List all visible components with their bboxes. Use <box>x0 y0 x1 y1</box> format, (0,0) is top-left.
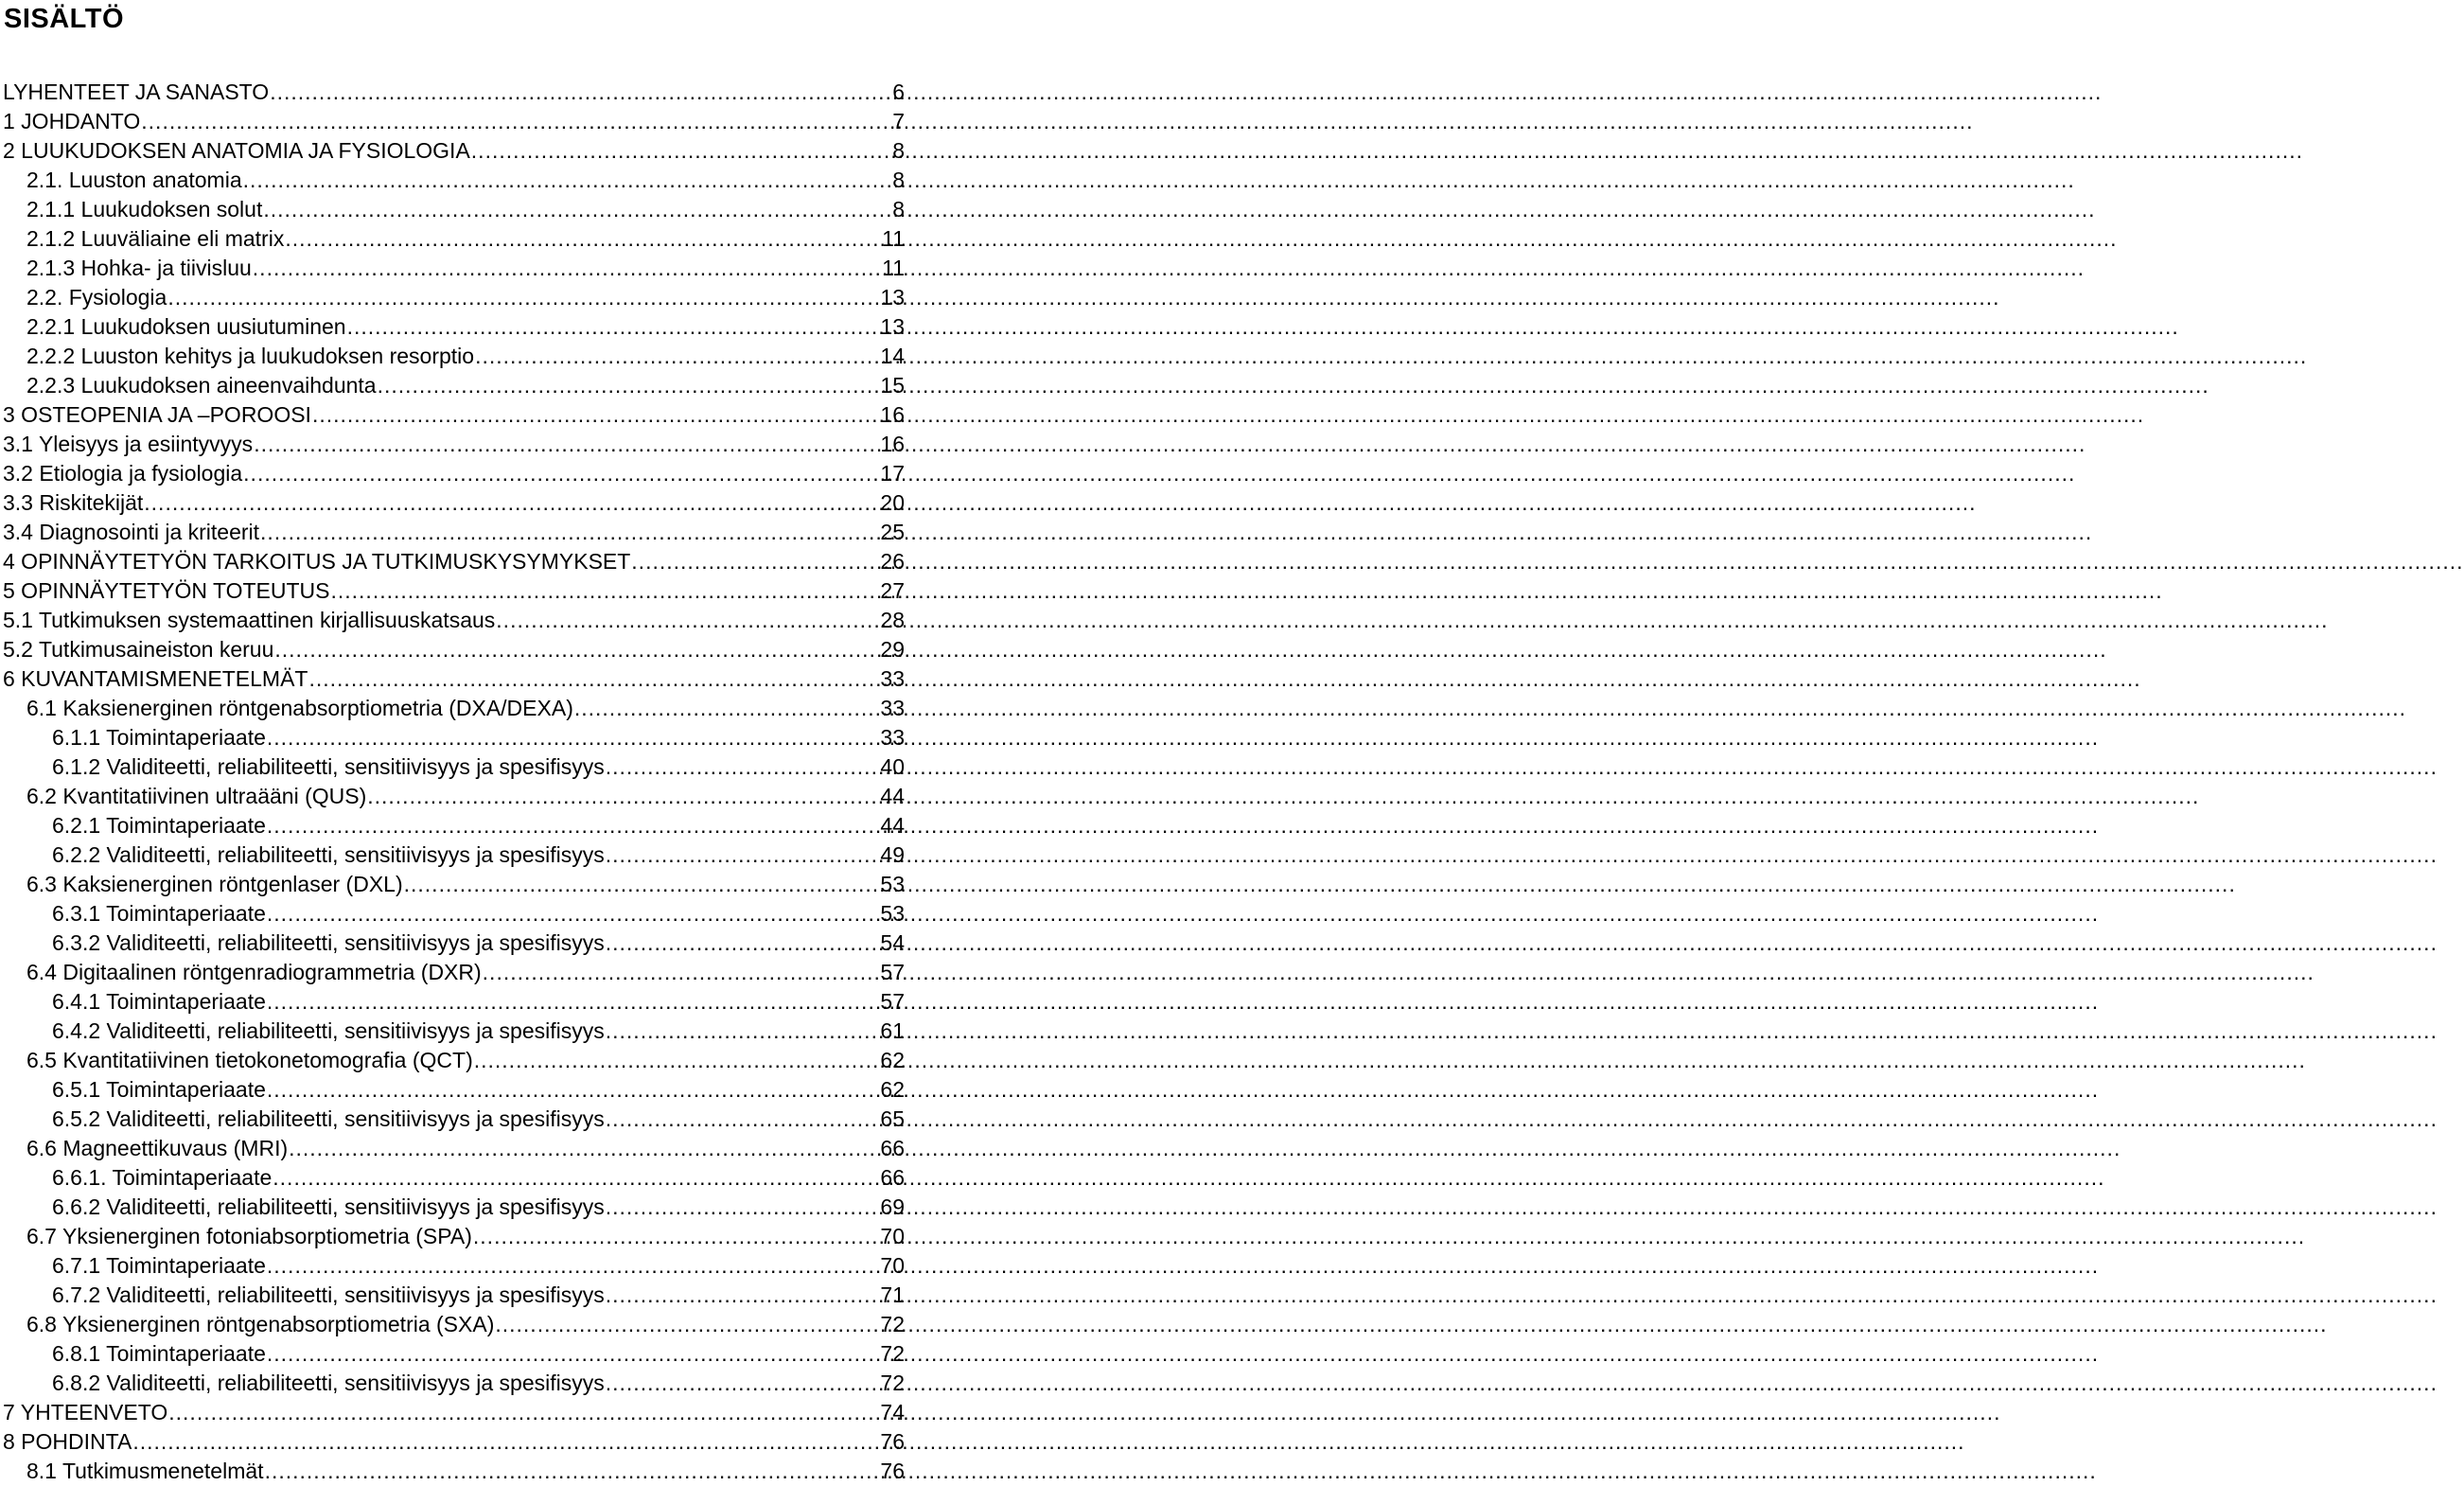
toc-entry-page-number: 28 <box>880 608 905 632</box>
toc-entry-page-number: 33 <box>880 666 905 691</box>
toc-entry-label: 3.2 Etiologia ja fysiologia <box>3 461 243 486</box>
toc-entry-page-number: 70 <box>880 1253 905 1278</box>
toc-entry[interactable] <box>0 78 906 107</box>
toc-entry[interactable] <box>0 254 906 283</box>
toc-entry-label: 6.3.2 Validiteetti, reliabiliteetti, sensitiivisyys ja spesifisyys <box>52 930 605 955</box>
toc-entry-page-number: 44 <box>880 813 905 838</box>
toc-dot-leader <box>254 430 879 459</box>
toc-entry-label: 6.6.1. Toimintaperiaate <box>52 1165 273 1190</box>
toc-entry-page-number: 53 <box>880 872 905 896</box>
toc-entry-page-number: 29 <box>880 637 905 662</box>
toc-entry[interactable] <box>0 1281 906 1310</box>
toc-entry-page-number: 65 <box>880 1106 905 1131</box>
toc-dot-leader <box>631 547 879 576</box>
toc-entry-label: 5.2 Tutkimusaineiston keruu <box>3 637 274 662</box>
toc-entry-label: 2.1.1 Luukudoksen solut <box>26 197 263 221</box>
toc-entry-label: 6.4.2 Validiteetti, reliabiliteetti, sensitiivisyys ja spesifisyys <box>52 1018 605 1043</box>
toc-entry-page-number: 44 <box>880 784 905 808</box>
toc-entry-page-number: 76 <box>880 1429 905 1454</box>
toc-entry-page-number: 54 <box>880 930 905 955</box>
toc-entry[interactable] <box>0 1251 906 1281</box>
toc-entry[interactable] <box>0 1193 906 1222</box>
toc-entry-page-number: 11 <box>882 226 905 251</box>
toc-entry-page-number: 13 <box>880 314 905 339</box>
toc-dot-leader <box>606 1193 880 1222</box>
toc-entry[interactable] <box>0 430 906 459</box>
toc-entry-label: 8.1 Tutkimusmenetelmät <box>26 1459 264 1483</box>
toc-entry[interactable] <box>0 1310 906 1339</box>
toc-entry-label: 6.1.1 Toimintaperiaate <box>52 725 266 750</box>
toc-entry-label: 6.8 Yksienerginen röntgenabsorptiometria (SXA) <box>26 1312 495 1336</box>
toc-entry[interactable] <box>0 547 906 576</box>
toc-entry[interactable] <box>0 899 906 929</box>
toc-dot-leader <box>167 283 879 312</box>
toc-entry[interactable] <box>0 929 906 958</box>
toc-entry-label: 6.2.1 Toimintaperiaate <box>52 813 266 838</box>
toc-entry[interactable] <box>0 606 906 635</box>
toc-entry-label: 1 JOHDANTO <box>3 109 141 133</box>
toc-entry-page-number: 72 <box>880 1312 905 1336</box>
toc-dot-leader <box>474 1046 880 1075</box>
table-of-contents <box>0 78 906 1486</box>
toc-entry[interactable] <box>0 166 906 195</box>
toc-entry[interactable] <box>0 107 906 136</box>
toc-dot-leader <box>606 1105 880 1134</box>
toc-entry[interactable] <box>0 870 906 899</box>
toc-dot-leader <box>473 1222 880 1251</box>
toc-entry[interactable] <box>0 195 906 224</box>
toc-entry-label: 6.6 Magneettikuvaus (MRI) <box>26 1136 289 1160</box>
toc-entry[interactable] <box>0 840 906 870</box>
toc-entry-page-number: 53 <box>880 901 905 926</box>
toc-entry-label: 6.8.2 Validiteetti, reliabiliteetti, sensitiivisyys ja spesifisyys <box>52 1371 605 1395</box>
toc-dot-leader <box>243 459 879 488</box>
toc-entry-label: 3.3 Riskitekijät <box>3 490 144 515</box>
toc-dot-leader <box>144 488 879 518</box>
page-title: SISÄLTÖ <box>4 4 125 34</box>
toc-entry-label: 2.2.2 Luuston kehitys ja luukudoksen resorptio <box>26 344 475 368</box>
toc-entry-page-number: 27 <box>880 578 905 603</box>
toc-entry-page-number: 8 <box>892 197 905 221</box>
toc-entry[interactable] <box>0 400 906 430</box>
toc-entry-label: 6.6.2 Validiteetti, reliabiliteetti, sensitiivisyys ja spesifisyys <box>52 1194 605 1219</box>
toc-dot-leader <box>606 840 880 870</box>
toc-entry[interactable] <box>0 752 906 782</box>
toc-dot-leader <box>496 606 879 635</box>
toc-dot-leader <box>330 576 879 606</box>
toc-dot-leader <box>243 166 892 195</box>
toc-dot-leader <box>367 782 879 811</box>
toc-entry-label: 6.5.1 Toimintaperiaate <box>52 1077 266 1102</box>
toc-entry[interactable] <box>0 987 906 1017</box>
toc-entry-page-number: 13 <box>880 285 905 310</box>
toc-entry-page-number: 70 <box>880 1224 905 1248</box>
toc-entry-page-number: 57 <box>880 960 905 984</box>
toc-entry-label: 6 KUVANTAMISMENETELMÄT <box>3 666 308 691</box>
toc-entry-page-number: 11 <box>882 256 905 280</box>
toc-entry[interactable] <box>0 342 906 371</box>
toc-entry-page-number: 8 <box>892 168 905 192</box>
toc-dot-leader <box>168 1398 879 1427</box>
toc-entry[interactable] <box>0 1046 906 1075</box>
toc-entry-page-number: 74 <box>880 1400 905 1424</box>
toc-dot-leader <box>274 635 879 664</box>
toc-entry-label: 2.1. Luuston anatomia <box>26 168 242 192</box>
toc-entry[interactable] <box>0 1075 906 1105</box>
toc-entry-label: 2.1.3 Hohka- ja tiivisluu <box>26 256 252 280</box>
toc-entry-label: 6.2.2 Validiteetti, reliabiliteetti, sensitiivisyys ja spesifisyys <box>52 842 605 867</box>
toc-dot-leader <box>267 1251 880 1281</box>
toc-dot-leader <box>347 312 880 342</box>
toc-entry[interactable] <box>0 1339 906 1369</box>
toc-dot-leader <box>471 136 891 166</box>
toc-dot-leader <box>267 811 880 840</box>
toc-entry[interactable] <box>0 635 906 664</box>
toc-dot-leader <box>289 1134 879 1163</box>
toc-entry[interactable] <box>0 283 906 312</box>
toc-entry[interactable] <box>0 1163 906 1193</box>
toc-dot-leader <box>267 987 880 1017</box>
toc-entry[interactable] <box>0 518 906 547</box>
toc-entry[interactable] <box>0 664 906 694</box>
toc-entry[interactable] <box>0 1427 906 1457</box>
toc-entry-page-number: 61 <box>880 1018 905 1043</box>
toc-entry-label: 6.4 Digitaalinen röntgenradiogrammetria (DXR) <box>26 960 482 984</box>
toc-entry[interactable] <box>0 371 906 400</box>
toc-dot-leader <box>606 1369 880 1398</box>
toc-entry-page-number: 69 <box>880 1194 905 1219</box>
toc-entry-page-number: 20 <box>880 490 905 515</box>
toc-entry-page-number: 14 <box>880 344 905 368</box>
toc-dot-leader <box>606 1017 880 1046</box>
toc-entry-page-number: 16 <box>880 432 905 456</box>
toc-entry-label: 2.2. Fysiologia <box>26 285 167 310</box>
toc-entry-label: 6.4.1 Toimintaperiaate <box>52 989 266 1014</box>
toc-entry-label: 6.2 Kvantitatiivinen ultraääni (QUS) <box>26 784 367 808</box>
toc-dot-leader <box>141 107 891 136</box>
toc-dot-leader <box>285 224 881 254</box>
toc-entry-label: LYHENTEET JA SANASTO <box>3 80 270 104</box>
toc-dot-leader <box>495 1310 879 1339</box>
toc-entry[interactable] <box>0 459 906 488</box>
toc-entry-page-number: 26 <box>880 549 905 574</box>
toc-dot-leader <box>267 899 880 929</box>
toc-dot-leader <box>265 1457 880 1486</box>
toc-dot-leader <box>273 1163 879 1193</box>
toc-dot-leader <box>308 664 879 694</box>
toc-entry-label: 6.1 Kaksienerginen röntgenabsorptiometria (DXA/DEXA) <box>26 696 573 720</box>
toc-entry-label: 7 YHTEENVETO <box>3 1400 168 1424</box>
toc-entry-label: 6.3 Kaksienerginen röntgenlaser (DXL) <box>26 872 403 896</box>
toc-entry-label: 8 POHDINTA <box>3 1429 132 1454</box>
toc-dot-leader <box>404 870 880 899</box>
toc-dot-leader <box>132 1427 879 1457</box>
toc-entry-page-number: 33 <box>880 696 905 720</box>
toc-dot-leader <box>606 752 880 782</box>
toc-dot-leader <box>253 254 881 283</box>
toc-entry[interactable] <box>0 1398 906 1427</box>
toc-entry-label: 2.2.3 Luukudoksen aineenvaihdunta <box>26 373 377 398</box>
toc-dot-leader <box>267 723 880 752</box>
toc-entry-page-number: 71 <box>880 1283 905 1307</box>
toc-entry-page-number: 25 <box>880 520 905 544</box>
toc-entry[interactable] <box>0 723 906 752</box>
toc-entry-page-number: 49 <box>880 842 905 867</box>
toc-dot-leader <box>378 371 880 400</box>
toc-entry-label: 6.5.2 Validiteetti, reliabiliteetti, sensitiivisyys ja spesifisyys <box>52 1106 605 1131</box>
toc-dot-leader <box>606 1281 880 1310</box>
toc-entry-label: 6.3.1 Toimintaperiaate <box>52 901 266 926</box>
toc-entry-label: 6.7.2 Validiteetti, reliabiliteetti, sensitiivisyys ja spesifisyys <box>52 1283 605 1307</box>
toc-entry-label: 4 OPINNÄYTETYÖN TARKOITUS JA TUTKIMUSKYSYMYKSET <box>3 549 631 574</box>
toc-entry-page-number: 33 <box>880 725 905 750</box>
toc-dot-leader <box>267 1339 880 1369</box>
toc-entry-page-number: 76 <box>880 1459 905 1483</box>
toc-dot-leader <box>483 958 880 987</box>
toc-entry-page-number: 66 <box>880 1165 905 1190</box>
toc-entry-page-number: 15 <box>880 373 905 398</box>
toc-entry[interactable] <box>0 1222 906 1251</box>
toc-entry-label: 6.1.2 Validiteetti, reliabiliteetti, sensitiivisyys ja spesifisyys <box>52 754 605 779</box>
toc-entry[interactable] <box>0 1017 906 1046</box>
toc-entry-page-number: 57 <box>880 989 905 1014</box>
toc-entry-page-number: 72 <box>880 1341 905 1366</box>
toc-entry-page-number: 8 <box>892 138 905 163</box>
toc-entry[interactable] <box>0 694 906 723</box>
toc-dot-leader <box>267 1075 880 1105</box>
toc-dot-leader <box>260 518 879 547</box>
toc-entry-label: 3.4 Diagnosointi ja kriteerit <box>3 520 260 544</box>
toc-entry-label: 2.2.1 Luukudoksen uusiutuminen <box>26 314 346 339</box>
toc-entry-page-number: 6 <box>892 80 905 104</box>
toc-entry-label: 5 OPINNÄYTETYÖN TOTEUTUS <box>3 578 330 603</box>
toc-entry-page-number: 7 <box>892 109 905 133</box>
toc-dot-leader <box>574 694 880 723</box>
toc-entry[interactable] <box>0 1457 906 1486</box>
toc-entry-label: 3.1 Yleisyys ja esiintyvyys <box>3 432 254 456</box>
toc-entry[interactable] <box>0 1134 906 1163</box>
toc-dot-leader <box>270 78 891 107</box>
toc-entry[interactable] <box>0 958 906 987</box>
toc-entry-label: 3 OSTEOPENIA JA –POROOSI <box>3 402 311 427</box>
toc-entry-label: 2 LUUKUDOKSEN ANATOMIA JA FYSIOLOGIA <box>3 138 470 163</box>
toc-entry[interactable] <box>0 136 906 166</box>
toc-entry[interactable] <box>0 224 906 254</box>
toc-entry-page-number: 17 <box>880 461 905 486</box>
toc-entry-page-number: 40 <box>880 754 905 779</box>
toc-entry[interactable] <box>0 782 906 811</box>
toc-dot-leader <box>606 929 880 958</box>
toc-entry[interactable] <box>0 1369 906 1398</box>
toc-dot-leader <box>312 400 879 430</box>
toc-entry-label: 2.1.2 Luuväliaine eli matrix <box>26 226 285 251</box>
toc-dot-leader <box>475 342 879 371</box>
toc-entry-label: 6.7 Yksienerginen fotoniabsorptiometria (SPA) <box>26 1224 472 1248</box>
toc-entry-page-number: 72 <box>880 1371 905 1395</box>
toc-entry-label: 6.8.1 Toimintaperiaate <box>52 1341 266 1366</box>
toc-entry[interactable] <box>0 576 906 606</box>
toc-entry-page-number: 62 <box>880 1077 905 1102</box>
toc-dot-leader <box>263 195 891 224</box>
toc-entry-page-number: 66 <box>880 1136 905 1160</box>
toc-entry[interactable] <box>0 811 906 840</box>
toc-entry-page-number: 62 <box>880 1048 905 1072</box>
toc-entry[interactable] <box>0 488 906 518</box>
toc-entry[interactable] <box>0 1105 906 1134</box>
toc-entry-label: 6.7.1 Toimintaperiaate <box>52 1253 266 1278</box>
toc-entry-page-number: 16 <box>880 402 905 427</box>
toc-entry-label: 6.5 Kvantitatiivinen tietokonetomografia (QCT) <box>26 1048 473 1072</box>
toc-entry-label: 5.1 Tutkimuksen systemaattinen kirjallisuuskatsaus <box>3 608 496 632</box>
toc-entry[interactable] <box>0 312 906 342</box>
